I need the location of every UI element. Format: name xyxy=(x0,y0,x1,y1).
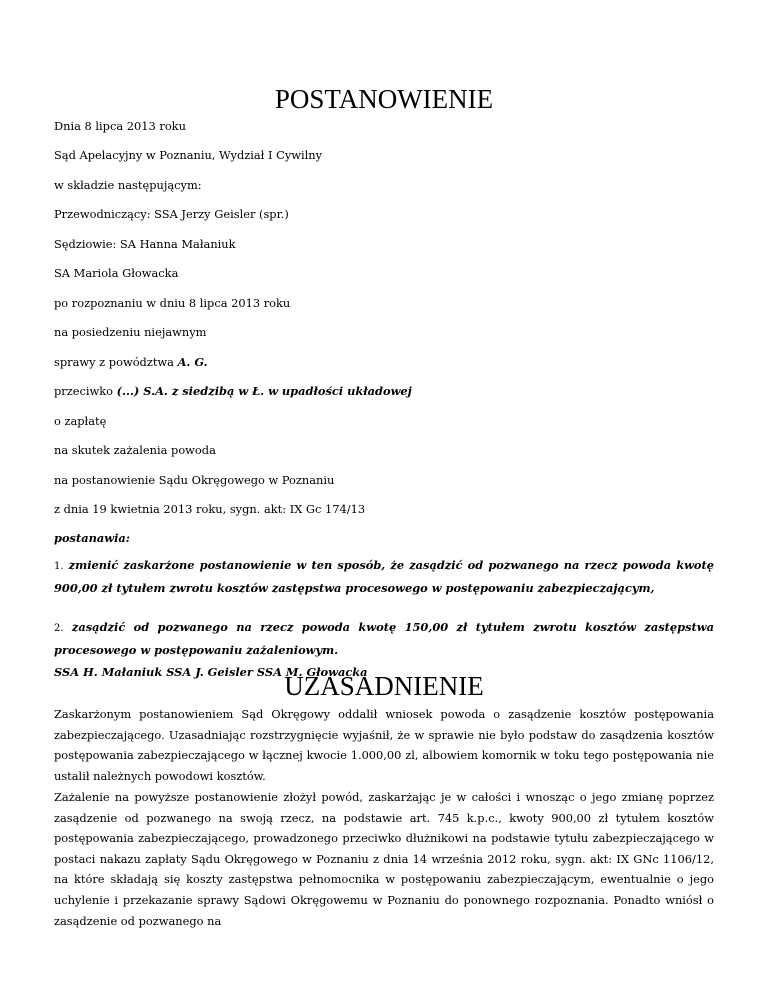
appeal-line: na skutek zażalenia powoda xyxy=(54,443,216,457)
justification-paragraph-1: Zaskarżonym postanowieniem Sąd Okręgowy oddalił wniosek powoda o zasądzenie kosztów postępowania zabezpieczającego. Uzasadniając rozstrzygnięcie wyjaśnił, że w sprawie nie było podstaw do zasądzenia kosztów postępowania zabezpieczającego w łącznej kwocie 1.000,00 zl, albowiem komornik w toku tego postępowania nie ustalił należnych powodowi kosztów. xyxy=(54,707,714,783)
plaintiff-prefix: sprawy z powództwa xyxy=(54,355,178,369)
justification-title: UZASADNIENIE xyxy=(284,671,484,701)
presiding-judge-line: Przewodniczący: SSA Jerzy Geisler (spr.) xyxy=(54,207,289,221)
defendant-prefix: przeciwko xyxy=(54,384,117,398)
date-line: Dnia 8 lipca 2013 roku xyxy=(54,119,186,133)
defendant-name: (...) S.A. z siedzibą w Ł. w upadłości układowej xyxy=(116,384,412,398)
signatures-line: SSA H. Małaniuk SSA J. Geisler SSA M. Głowacka xyxy=(54,665,368,679)
judge-line: SA Mariola Głowacka xyxy=(54,266,179,280)
decision-line: na postanowienie Sądu Okręgowego w Poznaniu xyxy=(54,473,335,487)
ruling-item-number: 1. xyxy=(54,561,64,572)
session-type-line: na posiedzeniu niejawnym xyxy=(54,325,207,339)
ruling-item-text: zmienić zaskarżone postanowienie w ten sposób, że zasądzić od pozwanego na rzecz powoda kwotę 900,00 zł tytułem zwrotu kosztów zastępstwa procesowego w postępowaniu zabezpieczającym, xyxy=(54,558,714,595)
ruling-item-text: zasądzić od pozwanego na rzecz powoda kwotę 150,00 zł tytułem zwrotu kosztów zastępstwa procesowego w postępowaniu zażaleniowym. xyxy=(54,620,714,657)
ruling-item-2 xyxy=(54,617,714,660)
plaintiff-line xyxy=(54,355,714,369)
ruling-item-1 xyxy=(54,555,714,598)
defendant-line xyxy=(54,384,714,398)
hearing-date-line: po rozpoznaniu w dniu 8 lipca 2013 roku xyxy=(54,296,291,310)
subject-line: o zapłatę xyxy=(54,414,107,428)
judges-line: Sędziowie: SA Hanna Małaniuk xyxy=(54,237,236,251)
ruling-heading: postanawia: xyxy=(54,531,130,545)
court-line: Sąd Apelacyjny w Poznaniu, Wydział I Cywilny xyxy=(54,148,323,162)
plaintiff-name: A. G. xyxy=(177,355,208,369)
document-title: POSTANOWIENIE xyxy=(274,84,494,114)
composition-line: w składzie następującym: xyxy=(54,178,202,192)
decision-date-line: z dnia 19 kwietnia 2013 roku, sygn. akt: IX Gc 174/13 xyxy=(54,502,366,516)
justification-paragraph-2: Zażalenie na powyższe postanowienie złożył powód, zaskarżając je w całości i wnosząc o jego zmianę poprzez zasądzenie od pozwanego na swoją rzecz, na podstawie art. 745 k.p.c., kwoty 900,00 zł tytułem kosztów postępowania zabezpieczającego, prowadzonego przeciwko dłużnikowi na podstawie tytułu zabezpieczającego w postaci nakazu zapłaty Sądu Okręgowego w Poznaniu z dnia 14 września 2012 roku, sygn. akt: IX GNc 1106/12, na które składają się koszty zastępstwa pełnomocnika w postępowaniu zabezpieczającym, ewentualnie o jego uchylenie i przekazanie sprawy Sądowi Okręgowemu w Poznaniu do ponownego rozpoznania. Ponadto wniósł o zasądzenie od pozwanego na xyxy=(54,790,714,928)
ruling-item-number: 2. xyxy=(54,623,64,634)
